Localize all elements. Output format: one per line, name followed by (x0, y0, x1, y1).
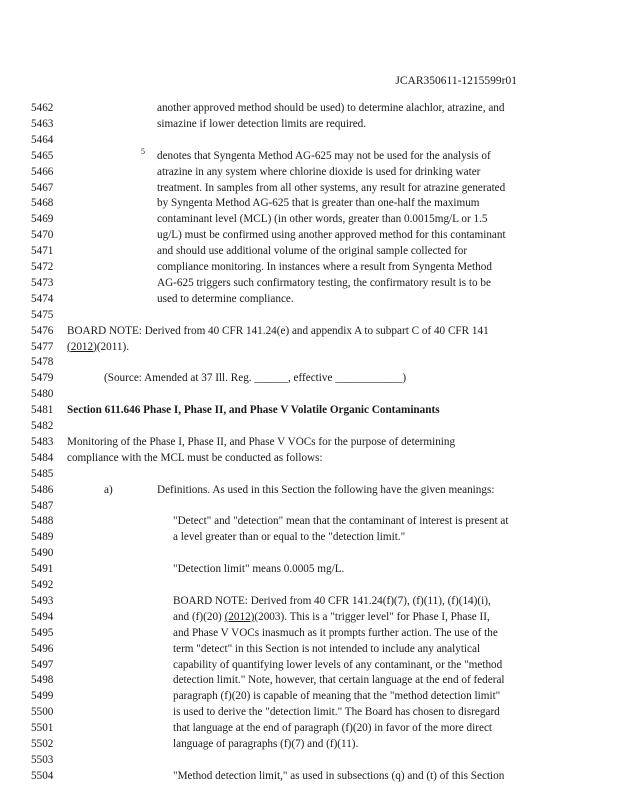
document-id: JCAR350611-1215599r01 (395, 75, 517, 87)
footnote-marker: 5 (141, 146, 145, 156)
document-line (0, 721, 619, 737)
line-number: 5492 (31, 579, 54, 591)
line-text: "Method detection limit," as used in subsections (q) and (t) of this Section (173, 769, 505, 782)
line-text: and should use additional volume of the original sample collected for (157, 245, 468, 258)
line-number: 5471 (31, 245, 54, 258)
line-text: denotes that Syngenta Method AG-625 may not be used for the analysis of (157, 149, 491, 162)
document-line (0, 340, 619, 356)
document-line (0, 387, 619, 403)
document-line (0, 165, 619, 181)
document-line (0, 419, 619, 435)
document-line (0, 689, 619, 705)
line-text: and Phase V VOCs inasmuch as it prompts further action. The use of the (173, 626, 498, 639)
document-line (0, 594, 619, 610)
line-number: 5490 (31, 547, 54, 560)
document-line (0, 133, 619, 149)
document-line (0, 769, 619, 785)
line-text: Section 611.646 Phase I, Phase II, and Phase V Volatile Organic Contaminants (67, 404, 440, 417)
line-number: 5494 (31, 610, 54, 623)
document-line (0, 483, 619, 499)
line-text: Monitoring of the Phase I, Phase II, and Phase V VOCs for the purpose of determining (67, 435, 456, 448)
line-text: "Detect" and "detection" mean that the contaminant of interest is present at (173, 515, 509, 528)
line-number: 5481 (31, 404, 54, 417)
document-line (0, 626, 619, 642)
line-number: 5499 (31, 690, 54, 703)
line-text: is used to derive the "detection limit." The Board has chosen to disregard (173, 706, 500, 719)
line-text: (Source: Amended at 37 Ill. Reg. ______, effective ____________) (104, 372, 407, 385)
document-line (0, 705, 619, 721)
inserted-text: (2012) (224, 610, 255, 623)
line-number: 5479 (31, 372, 54, 385)
line-text: "Detection limit" means 0.0005 mg/L. (173, 563, 345, 576)
document-line (0, 658, 619, 674)
document-line (0, 101, 619, 117)
line-number: 5478 (31, 356, 54, 369)
document-line (0, 212, 619, 228)
line-text: AG-625 triggers such confirmatory testing, the confirmatory result is to be (157, 276, 491, 289)
document-line (0, 276, 619, 292)
line-number: 5483 (31, 435, 54, 448)
line-number: 5469 (31, 213, 54, 226)
line-number: 5487 (31, 499, 54, 512)
document-line (0, 546, 619, 562)
line-text: used to determine compliance. (157, 292, 294, 305)
line-number: 5491 (31, 563, 54, 576)
line-number: 5501 (31, 722, 54, 735)
line-text: that language at the end of paragraph (f)(20) in favor of the more direct (173, 722, 493, 735)
line-text: detection limit." Note, however, that certain language at the end of federal (173, 674, 505, 687)
line-text: contaminant level (MCL) (in other words, greater than 0.0015mg/L or 1.5 (157, 213, 488, 226)
document-line (0, 610, 619, 626)
line-text: and (f)(20) (2012)(2003). This is a "trigger level" for Phase I, Phase II, (173, 610, 490, 623)
document-line (0, 737, 619, 753)
line-number: 5463 (31, 117, 54, 130)
line-text: a level greater than or equal to the "detection limit." (173, 531, 406, 544)
line-text: (2012)(2011). (67, 340, 130, 353)
document-line (0, 117, 619, 133)
line-text: BOARD NOTE: Derived from 40 CFR 141.24(f)(7), (f)(11), (f)(14)(i), (173, 594, 491, 607)
line-number: 5484 (31, 451, 54, 464)
line-number: 5468 (31, 197, 54, 210)
document-line (0, 562, 619, 578)
line-text: ug/L) must be confirmed using another approved method for this contaminant (157, 229, 506, 242)
document-line (0, 467, 619, 483)
line-number: 5488 (31, 515, 54, 528)
line-number: 5497 (31, 658, 54, 671)
document-line (0, 435, 619, 451)
document-line (0, 530, 619, 546)
subsection-label: a) (104, 483, 113, 496)
document-line (0, 673, 619, 689)
document-line (0, 228, 619, 244)
line-number: 5503 (31, 753, 54, 766)
line-text: by Syngenta Method AG-625 that is greater than one-half the maximum (157, 197, 480, 210)
document-line (0, 146, 619, 165)
document-line (0, 308, 619, 324)
line-text: term "detect" in this Section is not intended to include any analytical (173, 642, 481, 655)
document-line (0, 355, 619, 371)
line-number: 5465 (31, 149, 54, 162)
line-number: 5504 (31, 769, 54, 782)
line-number: 5476 (31, 324, 54, 337)
document-line (0, 324, 619, 340)
line-text: BOARD NOTE: Derived from 40 CFR 141.24(e) and appendix A to subpart C of 40 CFR 141 (67, 324, 489, 337)
line-number: 5462 (31, 102, 54, 114)
document-line (0, 244, 619, 260)
line-number: 5500 (31, 706, 54, 719)
document-line (0, 642, 619, 658)
line-number: 5489 (31, 531, 54, 544)
line-number: 5466 (31, 165, 54, 178)
line-text: paragraph (f)(20) is capable of meaning that the "method detection limit" (173, 690, 501, 703)
line-number: 5470 (31, 229, 54, 242)
inserted-text: (2012) (67, 340, 97, 353)
line-text: language of paragraphs (f)(7) and (f)(11). (173, 738, 359, 750)
document-line (0, 578, 619, 594)
line-number: 5467 (31, 181, 54, 194)
line-number: 5477 (31, 340, 54, 353)
document-line (0, 292, 619, 308)
line-text: Definitions. As used in this Section the following have the given meanings: (157, 483, 495, 496)
line-number: 5474 (31, 292, 54, 305)
document-line (0, 403, 619, 419)
line-number: 5475 (31, 308, 54, 321)
line-number: 5480 (31, 388, 54, 401)
line-number: 5495 (31, 626, 54, 639)
line-number: 5472 (31, 261, 54, 273)
line-text: compliance with the MCL must be conducted as follows: (67, 451, 323, 464)
line-number: 5502 (31, 738, 54, 750)
document-line (0, 499, 619, 515)
line-number: 5485 (31, 467, 54, 480)
document-line (0, 514, 619, 530)
line-number: 5486 (31, 483, 54, 496)
line-number: 5498 (31, 674, 54, 687)
line-number: 5496 (31, 642, 54, 655)
line-number: 5493 (31, 594, 54, 607)
document-line (0, 181, 619, 197)
line-text: compliance monitoring. In instances where a result from Syngenta Method (157, 261, 492, 273)
document-line (0, 753, 619, 769)
document-line (0, 371, 619, 387)
line-number: 5482 (31, 420, 54, 432)
document-line (0, 451, 619, 467)
line-text: treatment. In samples from all other systems, any result for atrazine generated (157, 181, 506, 194)
line-text: capability of quantifying lower levels of any contaminant, or the "method (173, 658, 503, 671)
line-text: simazine if lower detection limits are required. (157, 117, 367, 130)
line-text: atrazine in any system where chlorine dioxide is used for drinking water (157, 165, 481, 178)
line-number: 5473 (31, 276, 54, 289)
document-line (0, 260, 619, 276)
document-line (0, 196, 619, 212)
line-number: 5464 (31, 133, 54, 146)
line-text: another approved method should be used) to determine alachlor, atrazine, and (157, 102, 505, 114)
